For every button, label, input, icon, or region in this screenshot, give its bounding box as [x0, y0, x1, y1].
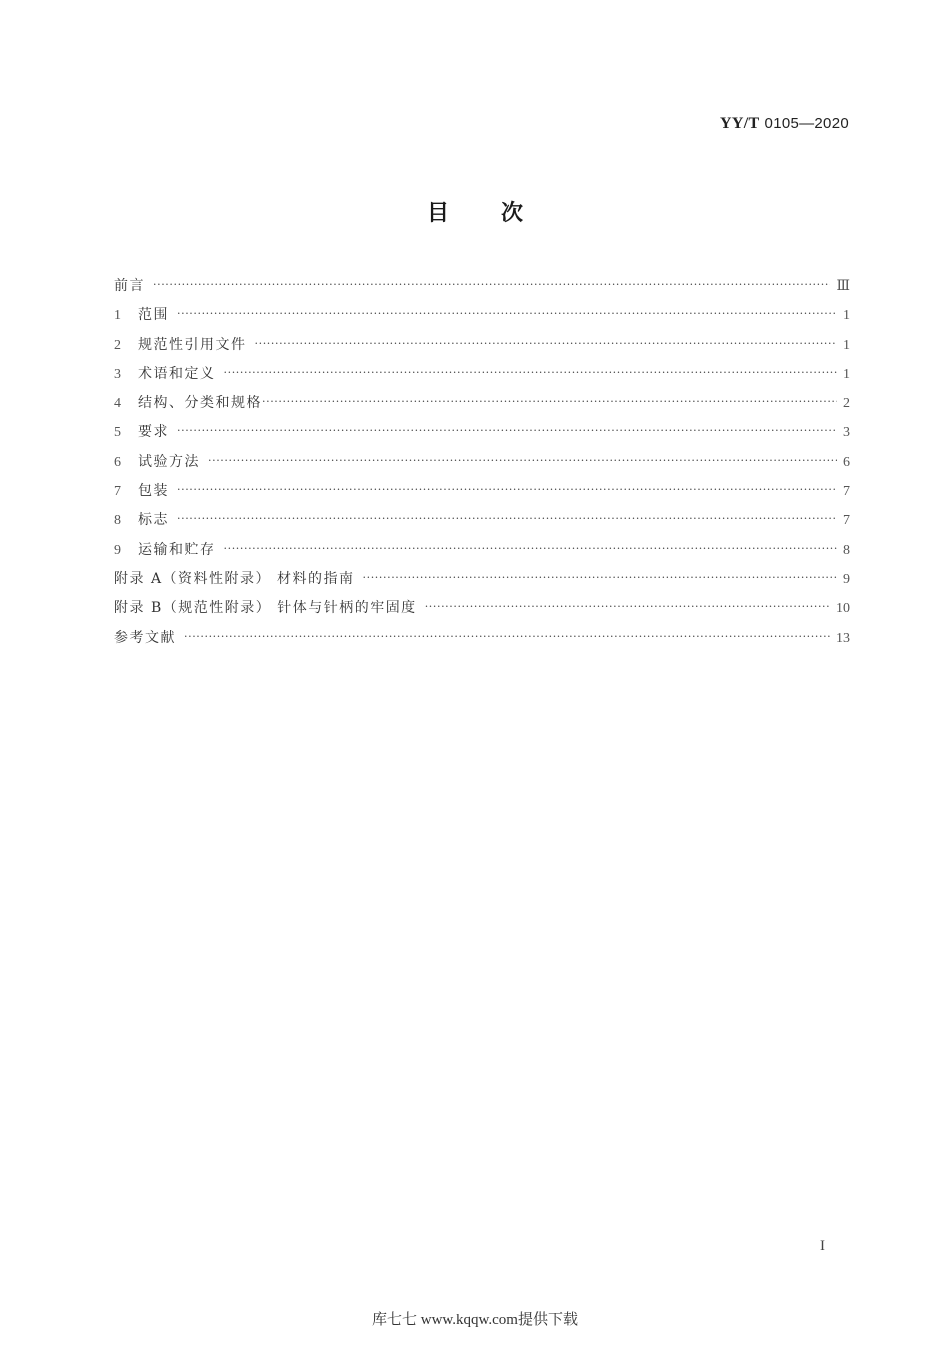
toc-leader-dots [177, 424, 837, 437]
toc-entry-annex-b[interactable] [114, 597, 850, 626]
toc-entry-scope[interactable] [114, 304, 850, 333]
toc-section-number: 5 [114, 425, 121, 441]
toc-label: 术语和定义 [138, 365, 216, 382]
toc-page-number: 6 [843, 454, 850, 470]
toc-label: 试验方法 [138, 453, 200, 470]
toc-leader-dots [184, 630, 830, 643]
toc-leader-dots [224, 366, 838, 379]
standard-prefix: YY/T [720, 115, 760, 132]
toc-entry-terms-definitions[interactable] [114, 363, 850, 392]
toc-entry-structure[interactable] [114, 392, 850, 421]
download-watermark: 库七七 www.kqqw.com提供下载 [372, 1312, 578, 1328]
toc-entry-transport-storage[interactable] [114, 539, 850, 568]
toc-label: 参考文献 [114, 629, 176, 646]
toc-section-number: 2 [114, 337, 121, 353]
toc-entry-marking[interactable] [114, 509, 850, 538]
toc-leader-dots [224, 542, 838, 555]
toc-page-number: 7 [843, 513, 850, 529]
toc-section-number: 3 [114, 366, 121, 382]
toc-leader-dots [255, 337, 838, 350]
toc-entry-annex-a[interactable] [114, 568, 850, 597]
toc-page-number: 1 [843, 337, 850, 353]
toc-label: 附录 B（规范性附录） 针体与针柄的牢固度 [114, 600, 417, 617]
toc-entry-bibliography[interactable] [114, 627, 850, 656]
toc-label: 要求 [138, 424, 169, 441]
toc-page-number: 3 [843, 425, 850, 441]
toc-section-number: 1 [114, 308, 121, 324]
toc-label: 标志 [138, 512, 169, 529]
table-of-contents [114, 275, 850, 656]
toc-page-number: 7 [843, 484, 850, 500]
toc-page-number: 2 [843, 396, 850, 412]
toc-page-number: 13 [836, 630, 850, 646]
toc-leader-dots [153, 278, 830, 291]
toc-leader-dots [363, 571, 837, 584]
toc-page-number: 1 [843, 366, 850, 382]
toc-leader-dots [177, 483, 837, 496]
page-number: I [820, 1238, 825, 1254]
toc-leader-dots [208, 454, 837, 467]
toc-leader-dots [425, 600, 830, 613]
toc-section-number: 7 [114, 484, 121, 500]
toc-label: 结构、分类和规格 [138, 395, 262, 412]
toc-label: 规范性引用文件 [138, 336, 247, 353]
toc-page-number: 10 [836, 601, 850, 617]
standard-code [720, 114, 849, 133]
toc-leader-dots [177, 512, 837, 525]
toc-section-number: 4 [114, 396, 121, 412]
toc-label: 运输和贮存 [138, 541, 216, 558]
toc-entry-test-methods[interactable] [114, 451, 850, 480]
toc-entry-packaging[interactable] [114, 480, 850, 509]
toc-label: 附录 A（资料性附录） 材料的指南 [114, 570, 355, 587]
toc-entry-foreword[interactable] [114, 275, 850, 304]
toc-section-number: 8 [114, 513, 121, 529]
toc-section-number: 9 [114, 542, 121, 558]
toc-label: 前言 [114, 278, 145, 294]
page-title: 目次 [426, 201, 575, 226]
toc-leader-dots [262, 395, 837, 408]
toc-leader-dots [177, 307, 837, 320]
toc-page-number: Ⅲ [836, 279, 850, 294]
toc-entry-requirements[interactable] [114, 421, 850, 450]
toc-label: 范围 [138, 307, 169, 324]
toc-entry-normative-references[interactable] [114, 334, 850, 363]
toc-page-number: 9 [843, 571, 850, 587]
toc-section-number: 6 [114, 454, 121, 470]
toc-label: 包装 [138, 483, 169, 500]
standard-number: 0105—2020 [764, 115, 849, 132]
toc-page-number: 8 [843, 542, 850, 558]
toc-page-number: 1 [843, 308, 850, 324]
